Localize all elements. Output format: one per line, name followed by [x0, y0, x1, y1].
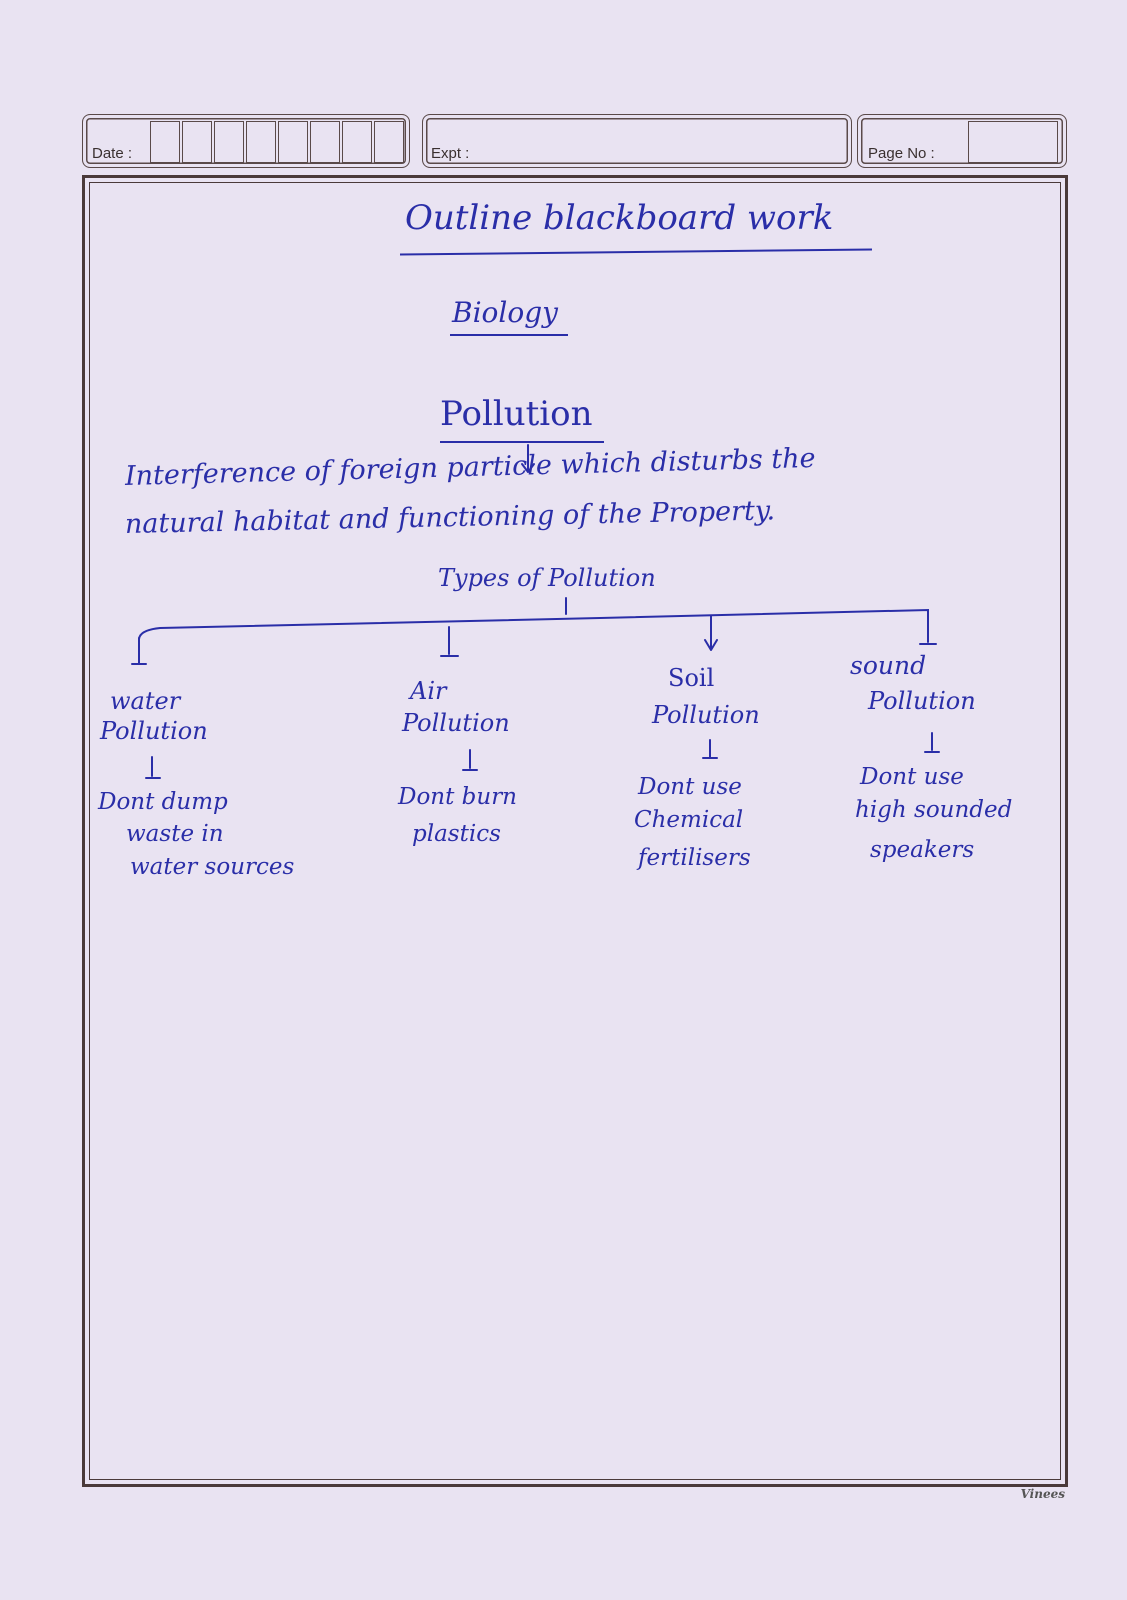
- definition-line-2: natural habitat and functioning of the Property.: [124, 495, 776, 540]
- tip-arrow-4: [925, 733, 939, 752]
- subject-heading: Biology: [452, 296, 558, 329]
- brand-mark: Vinees: [1020, 1487, 1065, 1501]
- tip-arrow-2: [463, 750, 477, 770]
- type-4-tip-line1: Dont use: [860, 764, 964, 790]
- page-title: Outline blackboard work: [405, 198, 834, 238]
- types-heading: Types of Pollution: [438, 564, 656, 592]
- type-2-name-line2: Pollution: [402, 709, 510, 737]
- branch-arrow-2: [441, 627, 458, 656]
- type-3-tip-line2: Chemical: [634, 807, 744, 833]
- type-1-name-line2: Pollution: [100, 717, 208, 745]
- type-2-tip-line1: Dont burn: [398, 784, 517, 810]
- page-no-label: Page No :: [868, 145, 935, 162]
- type-4-name-line2: Pollution: [868, 687, 976, 715]
- type-1-tip-line2: waste in: [126, 821, 224, 847]
- type-2-name-line1: Air: [410, 677, 447, 705]
- branch-arrow-4: [920, 630, 936, 644]
- type-1-name-line1: water: [110, 687, 181, 715]
- type-3-tip-line3: fertilisers: [638, 845, 751, 871]
- type-3-name-line1: Soil: [668, 664, 715, 692]
- tip-arrow-3: [703, 740, 717, 758]
- type-1-tip-line3: water sources: [130, 854, 295, 880]
- type-2-tip-line2: plastics: [412, 821, 501, 847]
- branch-arrow-1: [132, 638, 146, 664]
- branch-arrow-3: [705, 616, 717, 650]
- topic-arrow: [522, 445, 534, 472]
- expt-label: Expt :: [431, 145, 470, 162]
- tip-arrow-1: [146, 757, 160, 778]
- type-1-tip-line1: Dont dump: [98, 789, 228, 815]
- type-4-tip-line3: speakers: [870, 837, 975, 863]
- topic-heading: Pollution: [440, 394, 593, 434]
- type-4-tip-line2: high sounded: [855, 797, 1013, 823]
- type-3-name-line2: Pollution: [652, 701, 760, 729]
- type-4-name-line1: sound: [850, 651, 927, 680]
- type-3-tip-line1: Dont use: [638, 774, 742, 800]
- date-label: Date :: [92, 145, 133, 162]
- definition-line-1: Interference of foreign particle which disturbs the: [124, 442, 816, 492]
- branch-bar: [139, 610, 928, 639]
